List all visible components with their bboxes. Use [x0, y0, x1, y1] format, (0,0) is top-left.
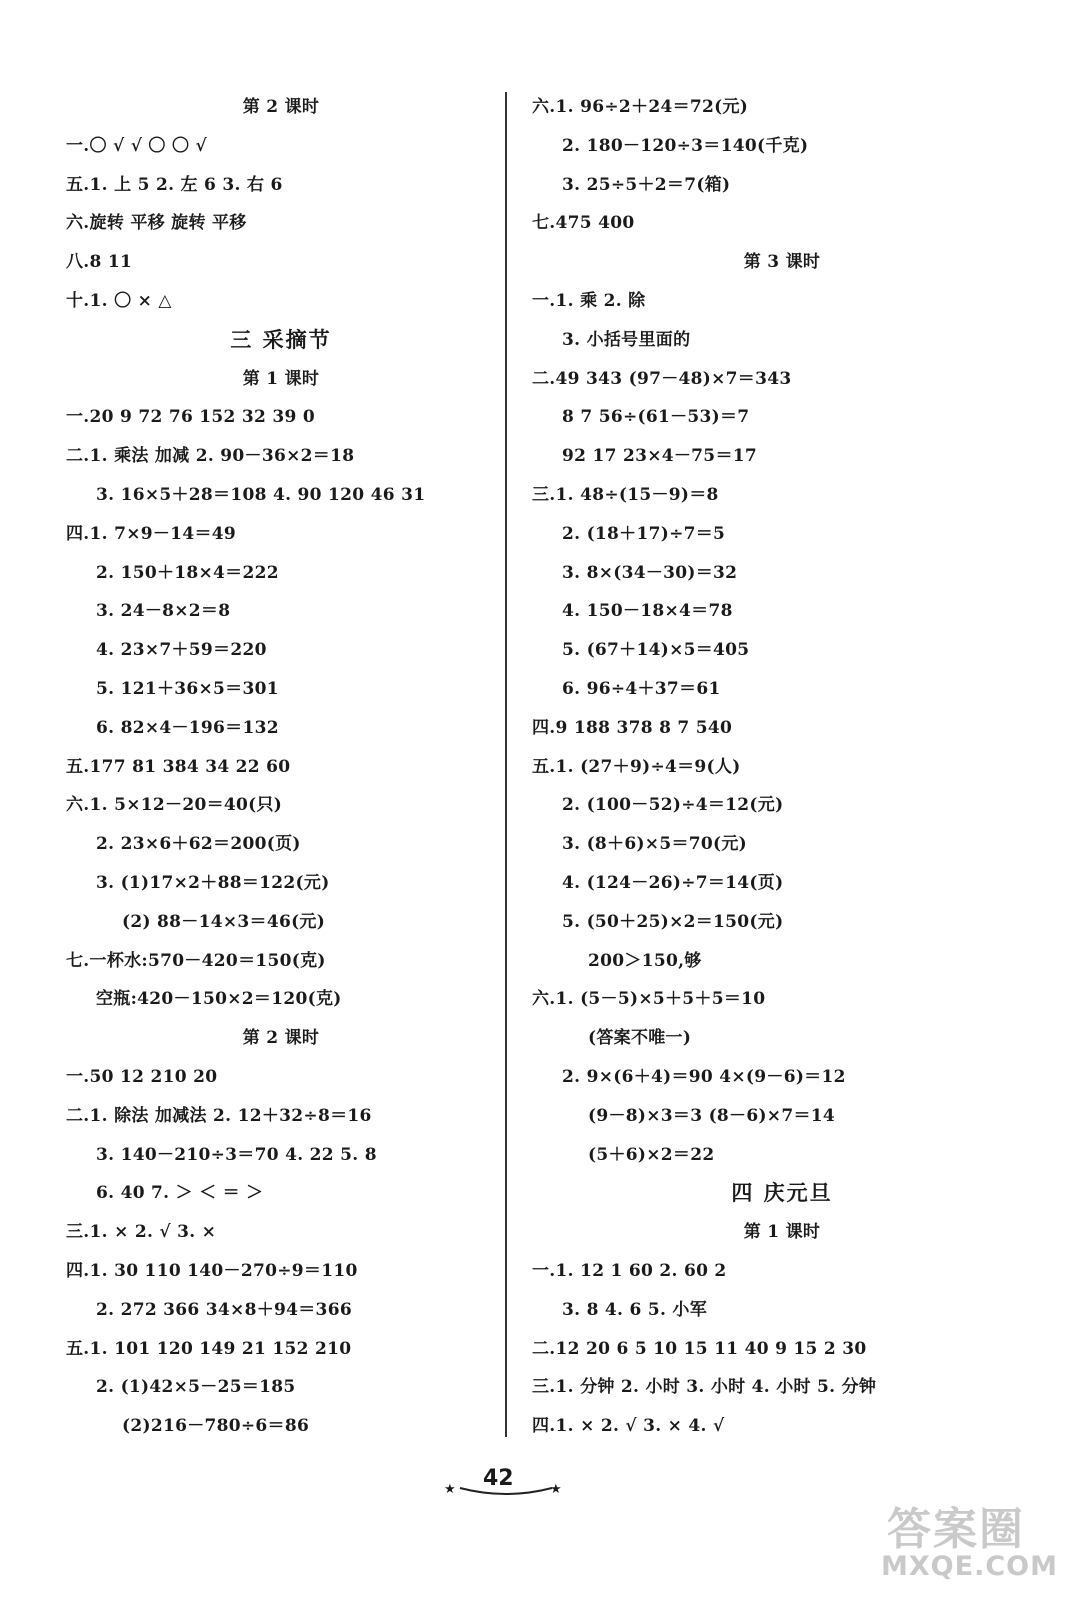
answer-line: (2) 88－14×3＝46(元)	[122, 911, 326, 932]
answer-line: 8 7 56÷(61－53)＝7	[562, 407, 750, 428]
answer-line: 二.1. 乘法 加减 2. 90－36×2＝18	[66, 446, 355, 467]
left-answer-column	[66, 88, 496, 1446]
answer-line: 四.1. 7×9－14＝49	[66, 523, 236, 544]
answer-line: 6. 96÷4＋37＝61	[562, 678, 721, 699]
answer-line: 2. (18＋17)÷7＝5	[562, 523, 726, 544]
answer-line: 92 17 23×4－75＝17	[562, 446, 757, 467]
answer-line: (答案不唯一)	[588, 1028, 692, 1049]
answer-line: (5＋6)×2＝22	[588, 1144, 715, 1165]
watermark-logo	[877, 1493, 1067, 1588]
answer-line: 200＞150,够	[588, 950, 702, 971]
answer-line: 一.1. 乘 2. 除	[532, 290, 646, 311]
answer-line: 6. 40 7. ＞ ＜ ＝ ＞	[96, 1183, 264, 1204]
answer-line: 一.20 9 72 76 152 32 39 0	[66, 407, 315, 428]
lesson-heading: 第 3 课时	[743, 252, 821, 273]
answer-line: 3. 24－8×2＝8	[96, 601, 231, 622]
answer-line: 4. (124－26)÷7＝14(页)	[562, 872, 784, 893]
answer-line: 五.177 81 384 34 22 60	[66, 756, 291, 777]
answer-line: 3. 8 4. 6 5. 小军	[562, 1299, 707, 1320]
answer-line: 2. 23×6＋62＝200(页)	[96, 834, 301, 855]
page-footer	[420, 1462, 590, 1522]
answer-line: 一.〇 √ √ 〇 〇 √	[66, 135, 207, 156]
answer-line: 一.1. 12 1 60 2. 60 2	[532, 1260, 727, 1281]
answer-line: 六.旋转 平移 旋转 平移	[66, 213, 247, 234]
answer-line: 2. (100－52)÷4＝12(元)	[562, 795, 784, 816]
lesson-heading: 第 1 课时	[242, 368, 320, 389]
answer-line: 七.475 400	[532, 213, 635, 234]
answer-line: 四.1. × 2. √ 3. × 4. √	[532, 1416, 725, 1437]
answer-line: 六.1. 5×12－20＝40(只)	[66, 795, 283, 816]
answer-line: 3. (8＋6)×5＝70(元)	[562, 834, 748, 855]
page-number: 42	[483, 1466, 514, 1491]
answer-line: 3. 140－210÷3＝70 4. 22 5. 8	[96, 1144, 377, 1165]
answer-line: 三.1. 分钟 2. 小时 3. 小时 4. 小时 5. 分钟	[532, 1377, 877, 1398]
answer-line: 2. 180－120÷3＝140(千克)	[562, 135, 809, 156]
answer-line: 3. 25÷5＋2＝7(箱)	[562, 174, 731, 195]
swoosh-decoration	[458, 1484, 554, 1498]
answer-line: 4. 150－18×4＝78	[562, 601, 733, 622]
answer-line: 3. 16×5＋28＝108 4. 90 120 46 31	[96, 484, 426, 505]
answer-line: 五.1. (27＋9)÷4＝9(人)	[532, 756, 741, 777]
answer-line: 八.8 11	[66, 252, 133, 273]
watermark-en: MXQE.COM	[881, 1551, 1058, 1582]
unit-title: 三 采摘节	[230, 326, 332, 352]
answer-line: 4. 23×7＋59＝220	[96, 640, 267, 661]
unit-title: 四 庆元旦	[731, 1180, 833, 1206]
answer-line: 二.49 343 (97－48)×7＝343	[532, 368, 792, 389]
answer-line: 空瓶:420－150×2＝120(克)	[96, 989, 342, 1010]
answer-line: 3. 小括号里面的	[562, 329, 691, 350]
answer-line: (2)216－780÷6＝86	[122, 1416, 310, 1437]
answer-line: 6. 82×4－196＝132	[96, 717, 279, 738]
answer-line: 一.50 12 210 20	[66, 1066, 218, 1087]
star-left-icon: ★	[444, 1482, 456, 1497]
answer-line: 二.12 20 6 5 10 15 11 40 9 15 2 30	[532, 1338, 867, 1359]
watermark-cn: 答案圈	[887, 1504, 1025, 1555]
answer-line: 2. (1)42×5－25＝185	[96, 1377, 296, 1398]
answer-line: 六.1. (5－5)×5＋5＋5＝10	[532, 989, 766, 1010]
answer-line: 三.1. × 2. √ 3. ×	[66, 1222, 217, 1243]
answer-line: 十.1. 〇 × △	[66, 290, 172, 311]
answer-line: 5. (50＋25)×2＝150(元)	[562, 911, 784, 932]
answer-line: 2. 9×(6＋4)＝90 4×(9－6)＝12	[562, 1066, 846, 1087]
lesson-heading: 第 1 课时	[743, 1222, 821, 1243]
answer-line: 七.一杯水:570－420＝150(克)	[66, 950, 326, 971]
right-answer-column	[532, 88, 1032, 1446]
answer-line: 2. 272 366 34×8＋94＝366	[96, 1299, 352, 1320]
answer-line: 五.1. 上 5 2. 左 6 3. 右 6	[66, 174, 283, 195]
answer-line: 六.1. 96÷2＋24＝72(元)	[532, 97, 749, 117]
answer-line: 四.1. 30 110 140－270÷9＝110	[66, 1260, 358, 1281]
answer-line: 3. (1)17×2＋88＝122(元)	[96, 872, 330, 893]
answer-line: (9－8)×3＝3 (8－6)×7＝14	[588, 1105, 836, 1126]
answer-line: 五.1. 101 120 149 21 152 210	[66, 1338, 352, 1359]
column-divider	[505, 92, 507, 1437]
star-right-icon: ★	[550, 1482, 562, 1497]
answer-line: 3. 8×(34－30)＝32	[562, 562, 738, 583]
answer-line: 三.1. 48÷(15－9)＝8	[532, 484, 719, 505]
lesson-heading: 第 2 课时	[242, 1028, 320, 1049]
answer-line: 二.1. 除法 加减法 2. 12＋32÷8＝16	[66, 1105, 372, 1126]
answer-line: 5. (67＋14)×5＝405	[562, 640, 750, 661]
lesson-heading: 第 2 课时	[242, 97, 320, 117]
answer-line: 四.9 188 378 8 7 540	[532, 717, 733, 738]
answer-line: 5. 121＋36×5＝301	[96, 678, 279, 699]
answer-line: 2. 150＋18×4＝222	[96, 562, 279, 583]
